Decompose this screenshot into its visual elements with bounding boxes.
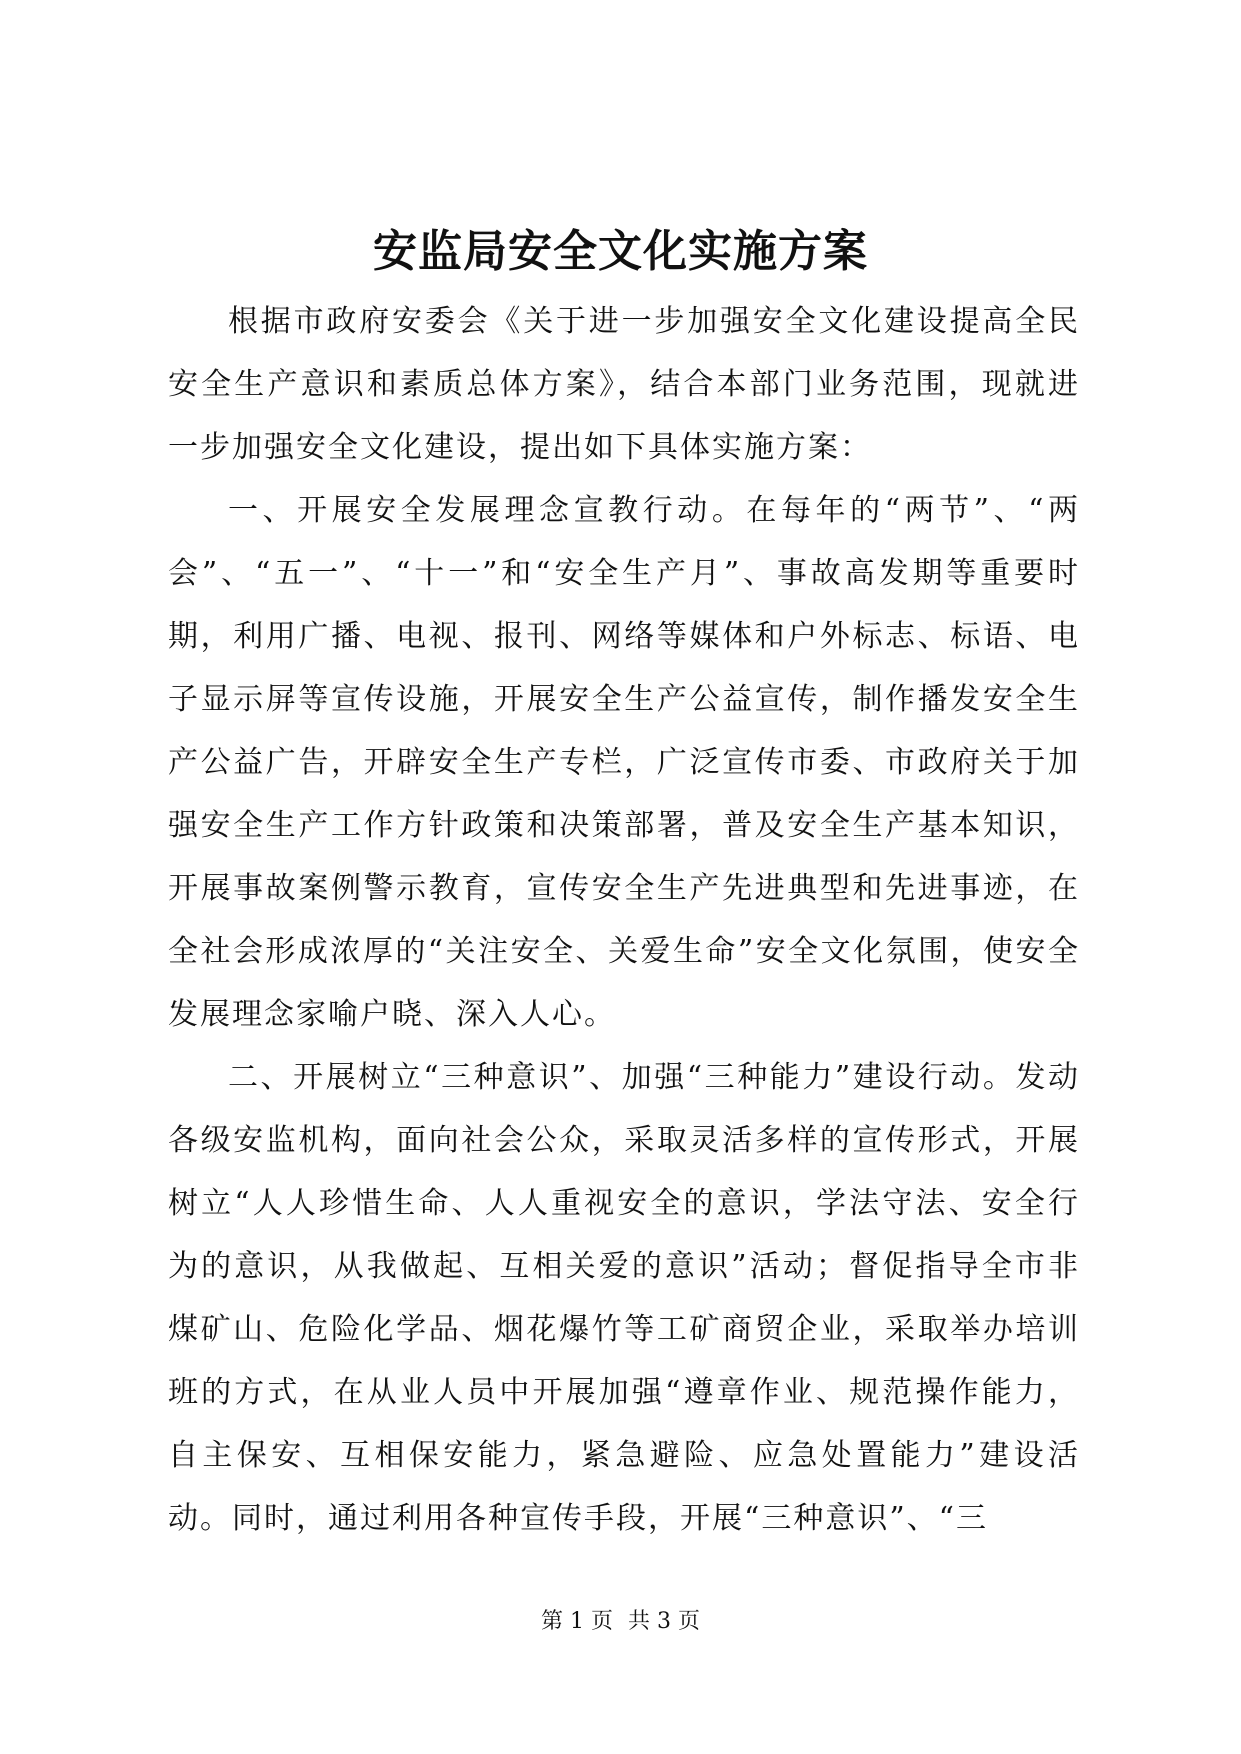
document-title: 安监局安全文化实施方案 (373, 226, 868, 277)
paragraph-section-2: 二、开展树立“三种意识”、加强“三种能力”建设行动。发动各级安监机构，面向社会公众，采取灵活多样的宣传形式，开展树立“人人珍惜生命、人人重视安全的意识，学法守法、安全行为的意识，从我做起、互相关爱的意识”活动；督促指导全市非煤矿山、危险化学品、烟花爆竹等工矿商贸企业，采取举办培训班的方式，在从业人员中开展加强“遵章作业、规范操作能力，自主保安、互相保安能力，紧急避险、应急处置能力”建设活动。同时，通过利用各种宣传手段，开展“三种意识”、“三 (168, 1060, 1080, 1536)
page-footer (0, 1607, 1241, 1637)
paragraph-section-1: 一、开展安全发展理念宣教行动。在每年的“两节”、“两会”、“五一”、“十一”和“安全生产月”、事故高发期等重要时期，利用广播、电视、报刊、网络等媒体和户外标志、标语、电子显示屏等宣传设施，开展安全生产公益宣传，制作播发安全生产公益广告，开辟安全生产专栏，广泛宣传市委、市政府关于加强安全生产工作方针政策和决策部署，普及安全生产基本知识，开展事故案例警示教育，宣传安全生产先进典型和先进事迹，在全社会形成浓厚的“关注安全、关爱生命”安全文化氛围，使安全发展理念家喻户晓、深入人心。 (168, 493, 1080, 1032)
document-body (168, 290, 1080, 1550)
page-total: 共 3 页 (628, 1609, 700, 1634)
page-number: 第 1 页 (541, 1609, 613, 1634)
paragraph-intro: 根据市政府安委会《关于进一步加强安全文化建设提高全民安全生产意识和素质总体方案》，结合本部门业务范围，现就进一步加强安全文化建设，提出如下具体实施方案： (168, 304, 1080, 465)
